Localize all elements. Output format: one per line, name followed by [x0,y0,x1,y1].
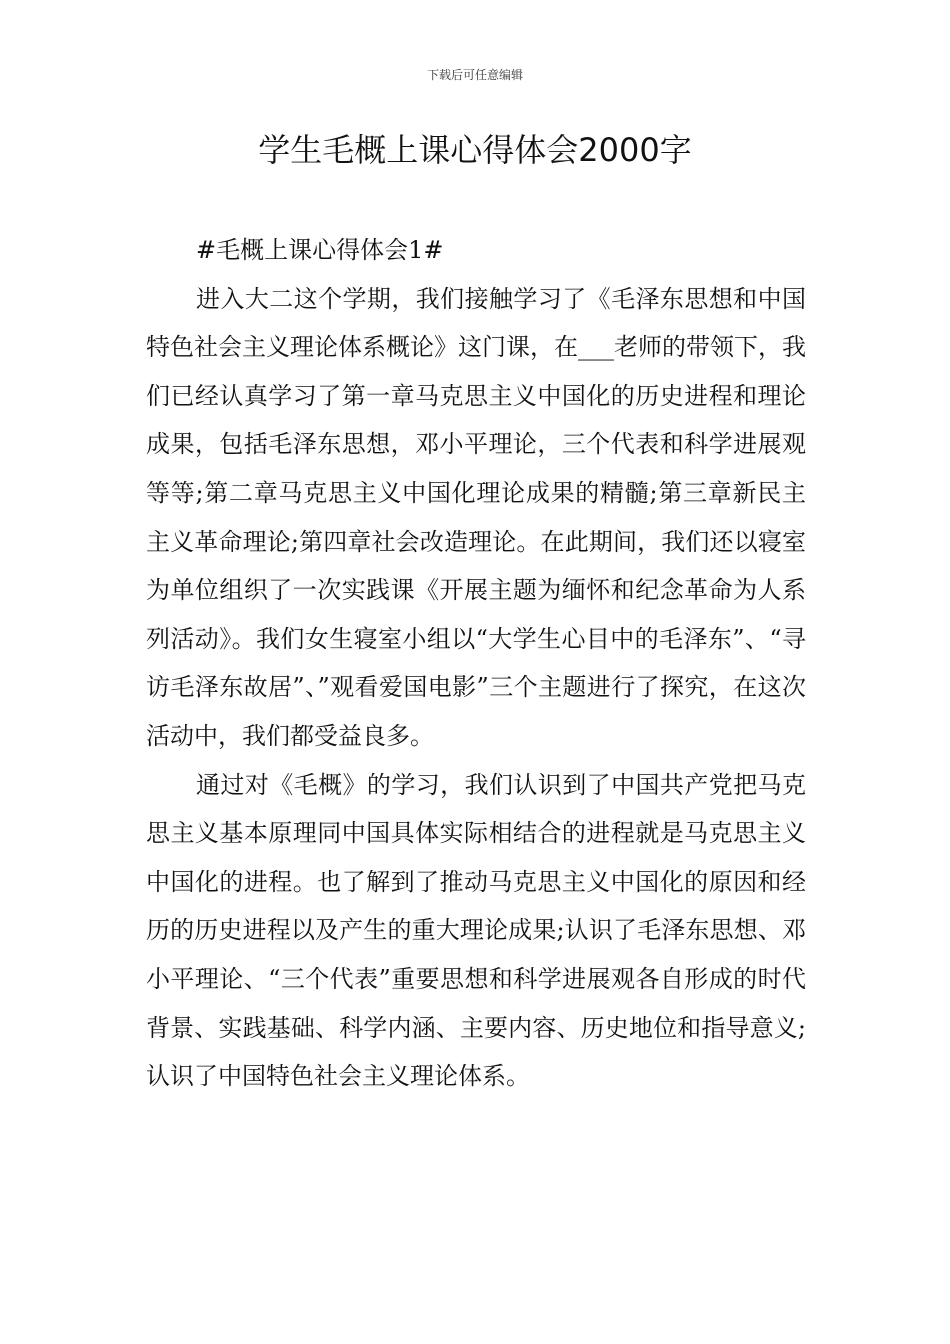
header-note: 下载后可任意编辑 [426,68,523,82]
document-body [146,226,806,1101]
section-heading: #毛概上课心得体会1# [196,236,444,264]
paragraph-2: 通过对《毛概》的学习，我们认识到了中国共产党把马克思主义基本原理同中国具体实际相结合的进程就是马克思主义中国化的进程。也了解到了推动马克思主义中国化的原因和经历的历史进程以及产生的重大理论成果;认识了毛泽东思想、邓小平理论、“三个代表”重要思想和科学进展观各自形成的时代背景、实践基础、科学内涵、主要内容、历史地位和指导意义;认识了中国特色社会主义理论体系。 [146,770,806,1091]
paragraph-1: 进入大二这个学期，我们接触学习了《毛泽东思想和中国特色社会主义理论体系概论》这门课，在___老师的带领下，我们已经认真学习了第一章马克思主义中国化的历史进程和理论成果，包括毛泽东思想，邓小平理论，三个代表和科学进展观等等;第二章马克思主义中国化理论成果的精髓;第三章新民主主义革命理论;第四章社会改造理论。在此期间，我们还以寝室为单位组织了一次实践课《开展主题为缅怀和纪念革命为人系列活动》。我们女生寝室小组以“大学生心目中的毛泽东”、“寻访毛泽东故居”、”观看爱国电影”三个主题进行了探究，在这次活动中，我们都受益良多。 [146,284,806,750]
document-title: 学生毛概上课心得体会2000字 [258,131,692,169]
